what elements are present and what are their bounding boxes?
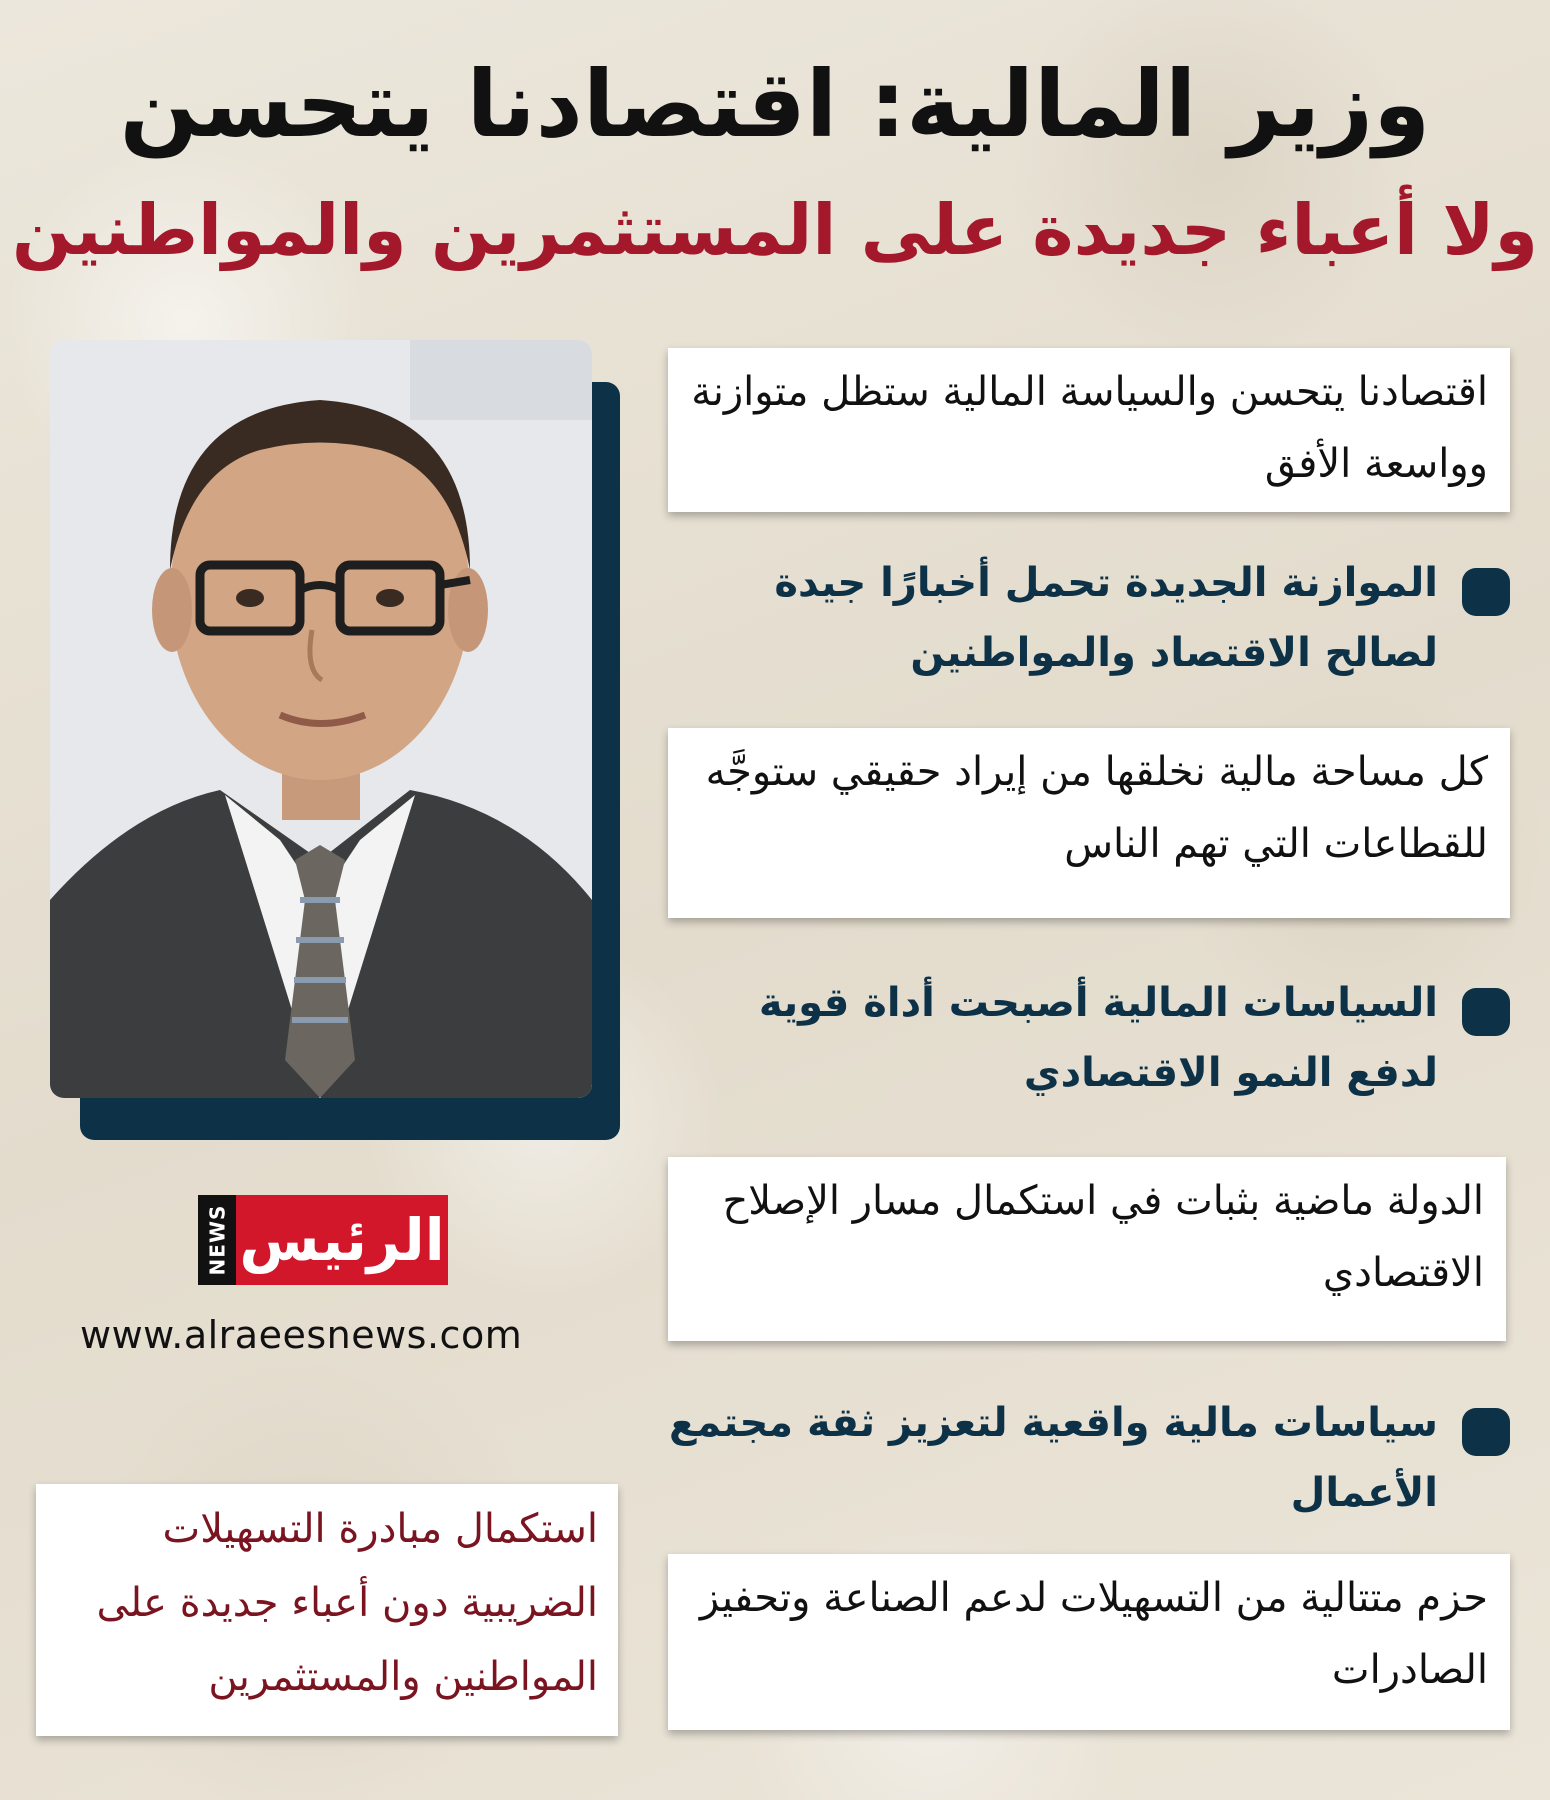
side-highlight-text: استكمال مبادرة التسهيلات الضريبية دون أعباء جديدة على المواطنين والمستثمرين: [96, 1506, 598, 1700]
bullet-point-3: [668, 1388, 1510, 1528]
minister-portrait-illustration: [50, 340, 592, 1098]
statement-box-4: [668, 1554, 1510, 1730]
statement-box-3: [668, 1157, 1506, 1341]
statement-box-3-text: الدولة ماضية بثبات في استكمال مسار الإصلاح الاقتصادي: [722, 1178, 1484, 1296]
logo-main-mark: [236, 1195, 448, 1285]
headline-subtitle: ولا أعباء جديدة على المستثمرين والمواطنين: [11, 189, 1539, 271]
bullet-point-3-text: سياسات مالية واقعية لتعزيز ثقة مجتمع الأعمال: [668, 1400, 1438, 1516]
bullet-point-2: [668, 968, 1510, 1108]
statement-box-4-text: حزم متتالية من التسهيلات لدعم الصناعة وتحفيز الصادرات: [699, 1575, 1488, 1693]
logo-main-text: الرئيس: [239, 1206, 445, 1274]
statement-box-1-text: اقتصادنا يتحسن والسياسة المالية ستظل متوازنة وواسعة الأفق: [691, 369, 1488, 487]
website-url: www.alraeesnews.com: [80, 1313, 523, 1357]
minister-photo: [50, 340, 592, 1098]
side-highlight-box: [36, 1484, 618, 1736]
bullet-point-1-text: الموازنة الجديدة تحمل أخبارًا جيدة لصالح الاقتصاد والمواطنين: [774, 560, 1438, 676]
logo-news-text: NEWS: [205, 1204, 229, 1276]
logo-news-tag: [198, 1195, 236, 1285]
bullet-dot-icon: [1462, 568, 1510, 616]
bullet-dot-icon: [1462, 988, 1510, 1036]
statement-box-2: [668, 728, 1510, 918]
bullet-dot-icon: [1462, 1408, 1510, 1456]
bullet-point-2-text: السياسات المالية أصبحت أداة قوية لدفع النمو الاقتصادي: [758, 980, 1438, 1096]
statement-box-2-text: كل مساحة مالية نخلقها من إيراد حقيقي ستوجَّه للقطاعات التي تهم الناس: [705, 749, 1488, 867]
statement-box-1: [668, 348, 1510, 512]
bullet-point-1: [668, 548, 1510, 688]
alraees-news-logo: [198, 1195, 448, 1285]
headline-title: وزير المالية: اقتصادنا يتحسن: [119, 51, 1431, 158]
